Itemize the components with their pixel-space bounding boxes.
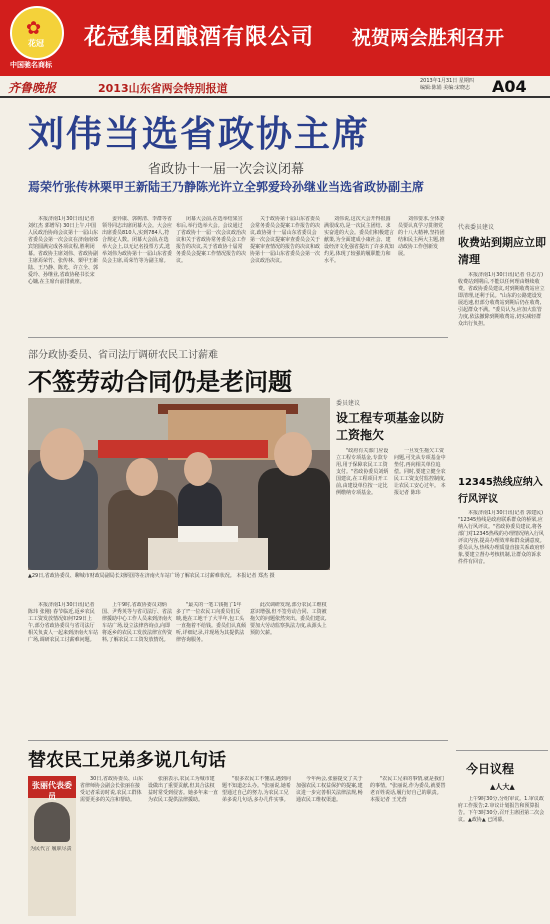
article-paragraph: "政府有关部门应设立工程专项基金,专款专用,用于保障农民工工资支付。"省政协委员刘炳国建议,在工程项目开工前,由建设单位按一定比例缴纳专项基金。 [336, 448, 389, 496]
article3-column [222, 776, 292, 918]
article3-column [370, 776, 448, 918]
box-column [336, 448, 390, 736]
sidebar-article [458, 272, 546, 468]
masthead-info [420, 78, 484, 92]
page-number: A04 [492, 77, 527, 96]
promo-title: 张丽代表委员 [32, 781, 72, 801]
article-paragraph: 本报济南1月30日讯(记者 陈玮 张刚) 春节临近,返乡农民工工资发放情况如何?29日上午,部分省政协委员与省司法厅相关负责人一起来到济南火车站广场,调研农民工讨薪难问题。 [28, 602, 98, 643]
article-paragraph: "农民工兄弟的事情,就是我们的事情。"张丽说,作为委员,就要替老百姓说话,履行好自己的职责。 本报记者 王光营 [370, 776, 446, 803]
banner-company: 花冠集团酿酒有限公司 [84, 25, 315, 50]
promo-portrait [34, 802, 70, 842]
date-line: 2013年1月31日 星期四 [420, 78, 474, 84]
photo-person-head [274, 432, 312, 476]
article-paragraph: 本报济南1月30日讯(记者刘红杰 郭增军) 30日上午,中国人民政治协商会议第十一届山东省委员会第一次会议在济南南郊宾馆圆满完成各项议程,胜利闭幕。省政协主席刘伟、省政协副主席焉荣竹、张传林、栗甲王新陆、王乃静、陈光、许立全、郭爱玲、孙继业,省政协秘书长宋心镛,在主席台前排就座。 [28, 216, 98, 285]
article-paragraph: "很多农民工不懂法,遇到问题不知道怎么办。"张丽说,她希望通过自己的努力,为农民工兄弟多说几句话,多办几件实事。 [222, 776, 291, 803]
divider [28, 740, 448, 741]
article-paragraph: 刘伟说,这次大会开得很圆满很成功,是一次民主团结、求实奋进的大会。委员们积极建言献策,为全面建成小康社会、建设经济文化强省提出了许多真知灼见,体现了较强的履职能力和水平。 [324, 216, 394, 264]
photo-person [258, 468, 330, 570]
article2-headline: 不签劳动合同仍是老问题 [28, 368, 292, 396]
article3-headline: 替农民工兄弟多说几句话 [28, 750, 226, 771]
news-photo [28, 398, 330, 570]
divider [456, 750, 548, 751]
article-paragraph: 姜异康、郭树清、李群等省领导同志出席闭幕大会。大会应出席委员810人,实到784人,符合规定人数。闭幕大会前,在选举大会上,以无记名投票方式,选举刘伟为政协第十一届山东省委员会主席,焉荣竹等为副主席。 [102, 216, 172, 264]
article-paragraph: 上午9时,省政协委员刘炳国、尹秀英等与省司法厅、省法律援助中心工作人员来到济南火车站广场,设立法律咨询点,向即将返乡的农民工发放法律宣传资料,了解农民工工资发放情况。 [102, 602, 172, 643]
logo-name: 花冠 [28, 39, 44, 48]
article-paragraph: 张丽表示,农民工为城市建设做出了重要贡献,但其合法权益时常受到侵害。她多年来一直为农民工提供法律援助。 [148, 776, 218, 803]
sidebar-tag: 代表委员建议 [458, 224, 495, 231]
banner-slogan: 祝贺两会胜利召开 [352, 27, 505, 49]
logo-flower-icon: ✿ [26, 18, 42, 39]
promo-text: 为民代言 履职尽责 [30, 846, 72, 852]
article-paragraph: 闭幕大会前,在选举结果宣布后,举行选举大会。会议通过了省政协十一届一次会议政治决议和关于省政协常务委员会工作报告的决议,关于省政协十届常务委员会提案工作情况报告的决议。 [176, 216, 246, 264]
photo-red-banner [98, 440, 268, 458]
article-paragraph: 本报济南1月30日讯(记者 任志方) 收费站到期后,不能以任何理由继续收费。省政协委员建议,对到期收费站应立即清理,还利于民。"山东的公路建设发展迅速,但部分收费站到期后仍在收费,引起群众不满。"委员认为,应加大监管力度,依法撤除到期收费站,切实减轻群众出行负担。 [458, 272, 545, 327]
photo-table [148, 538, 268, 570]
article2-column [250, 602, 328, 732]
logo-tagline: 中国驰名商标 [10, 61, 52, 69]
agenda-subtitle: ▲人大▲ [490, 783, 515, 791]
article-paragraph: "最关的一笔工钱拖了1年多了!"一位农民工向委员们反映,他在工地干了大半年,包工头一直拖着不给钱。委员们认真倾听,详细记录,并现场为其提供法律咨询服务。 [176, 602, 246, 643]
article3-column [296, 776, 366, 918]
article3-column [148, 776, 218, 918]
photo-person-head [126, 458, 158, 496]
article1-column [102, 216, 172, 333]
sidebar-headline: 12345热线应纳入行风评议 [458, 477, 543, 505]
section-title: 2013山东省两会特别报道 [98, 82, 228, 95]
article1-column [250, 216, 320, 333]
article1-column [28, 216, 98, 333]
agenda-text [458, 796, 546, 916]
article-paragraph: 关于政协第十届山东省委员会常务委员会提案工作报告的决议,政协第十一届山东省委员会第一次会议提案审查委员会关于提案审查情况的报告的决议和政协第十一届山东省委员会第一次会议政治决议。 [250, 216, 320, 264]
article1-column [176, 216, 246, 333]
article2-column [102, 602, 172, 732]
photo-person-head [184, 452, 212, 486]
divider [28, 337, 448, 338]
agenda-title: 今日议程 [466, 762, 515, 776]
article1-column [324, 216, 394, 333]
editor-line: 编辑:陈娟 美编:宋晓志 [420, 85, 470, 91]
headline-subtitle: 省政协十一届一次会议闭幕 [148, 162, 305, 177]
photo-caption: ▲29日,省政协委员、聊城市财政局副局长刘炳国等在济南火车站广场了解农民工讨薪难状况。 本报记者 郑杰 摄 [28, 573, 275, 579]
article-paragraph: 上午9时30分,分组审议。1.审议政府工作报告;2.审议计划报告和预算报告。下午3时30分,召开主席团第二次会议。▲政协▲ 已闭幕。 [458, 796, 545, 823]
article-paragraph: 一旦发生拖欠工资问题,可先从专项基金中垫付,再向相关单位追偿。同时,要建立健全农民工工资支付监控制度,让农民工安心过年。 本报记者 陈玮 [394, 448, 446, 496]
sidebar-headline: 收费站到期应立即清理 [458, 236, 546, 266]
box-headline: 设工程专项基金以防工资拖欠 [336, 411, 445, 442]
photo-document [178, 526, 238, 542]
vice-chairs-list: 焉荣竹张传林栗甲王新陆王乃静陈光许立全郭爱玲孙继业当选省政协副主席 [28, 180, 425, 194]
article2-column [176, 602, 246, 732]
article-paragraph: 本报济南1月30日讯(记者 郭建民) "12345热线是政府联系群众的桥梁,应纳入行风评议。"省政协委员建议,将各部门对12345热线的办理情况纳入行风评议内容,提高办理效率和群众满意度。委员认为,热线办理质量直接关系政府形象,要建立督办考核机制,让群众的诉求件件有回音。 [458, 510, 545, 565]
article-paragraph: 30日,省政协委员、山东省律师协会副会长张丽在接受记者采访时说,农民工群体需要更多的关注和帮助。 [80, 776, 143, 803]
box-tag: 委员建议 [336, 400, 361, 407]
headline-main: 刘伟当选省政协主席 [28, 114, 371, 155]
box-column [394, 448, 448, 736]
article1-column [398, 216, 446, 333]
article-paragraph: 今年两会,张丽提交了关于加强农民工权益保护的提案,建议进一步完善相关法律法规,畅通农民工维权渠道。 [296, 776, 363, 803]
article2-subtitle: 部分政协委员、省司法厅调研农民工讨薪难 [28, 350, 218, 361]
article3-column [80, 776, 144, 918]
sidebar-article [458, 510, 546, 742]
photo-person-head [40, 428, 84, 480]
article2-column [28, 602, 98, 732]
newspaper-brand: 齐鲁晚报 [8, 81, 57, 95]
promo-box [28, 776, 76, 916]
article-paragraph: 刘伟要求,全体委员要认真学习贯彻党的十八大精神,坚持团结和民主两大主题,推动政协工作创新发展。 [398, 216, 445, 257]
article-paragraph: 此次调研发现,部分农民工维权意识增强,但不签劳动合同、工资被拖欠的问题依然突出。委员们建议,要加大劳动监察执法力度,从源头上预防欠薪。 [250, 602, 327, 636]
